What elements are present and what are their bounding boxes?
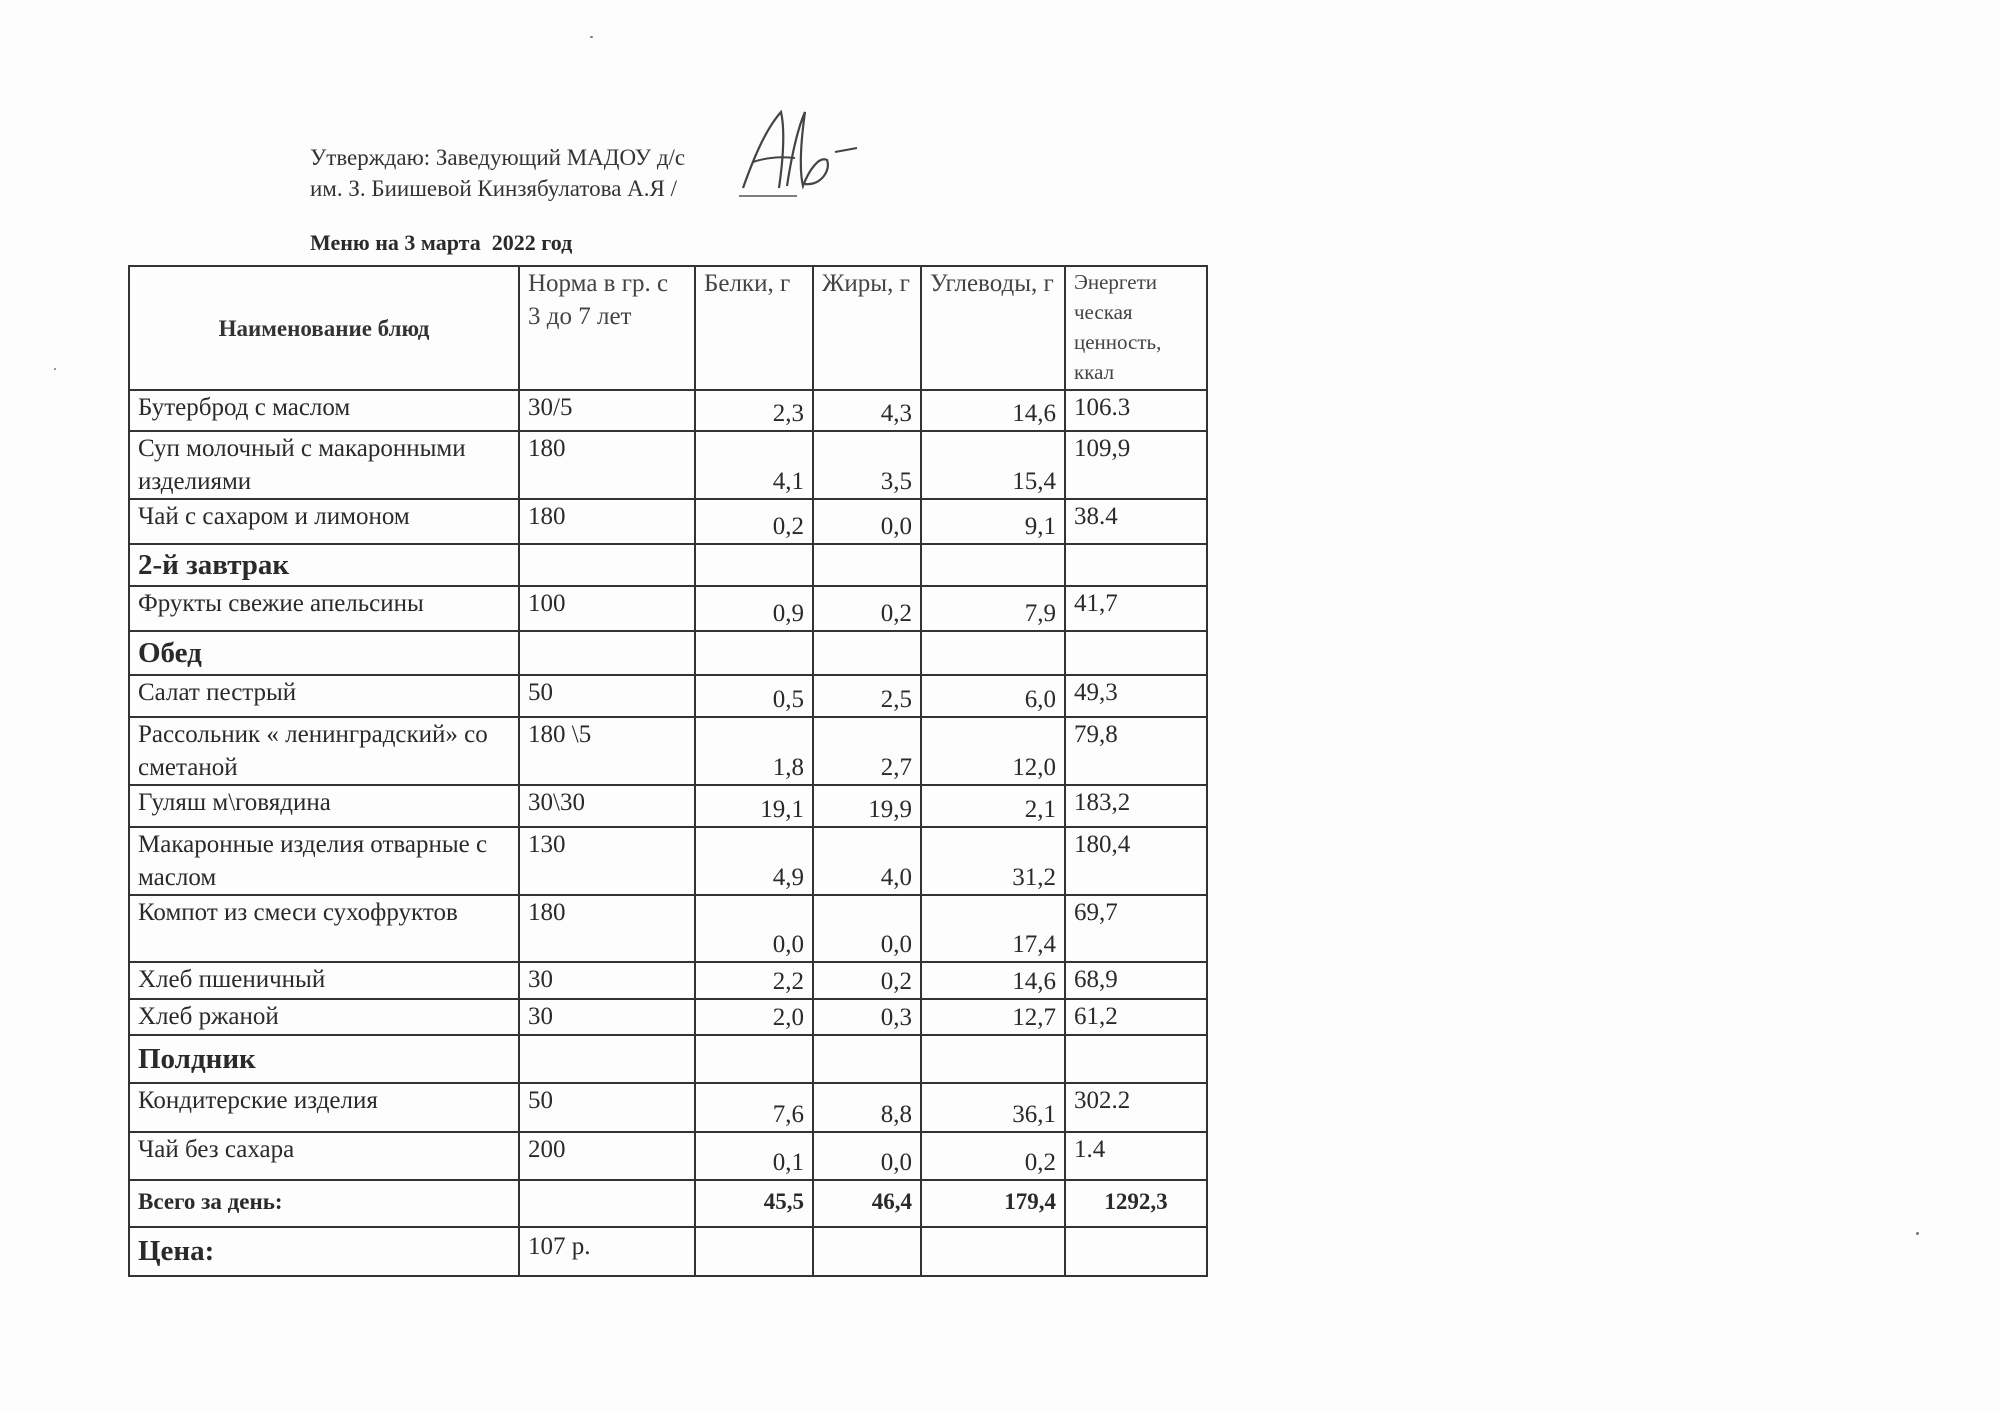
dish-name: Макаронные изделия отварные с маслом	[129, 827, 519, 895]
fat-value: 0,0	[813, 1132, 921, 1180]
norm-value: 180	[519, 499, 695, 544]
fat-value: 0,0	[813, 499, 921, 544]
protein-value: 2,2	[695, 962, 813, 999]
carbs-value: 15,4	[921, 431, 1065, 499]
price-label: Цена:	[129, 1227, 519, 1276]
carbs-value: 6,0	[921, 675, 1065, 717]
table-row	[129, 827, 1207, 895]
protein-value: 0,9	[695, 586, 813, 631]
price-empty-cell	[813, 1227, 921, 1276]
table-row	[129, 586, 1207, 631]
fat-value: 0,3	[813, 999, 921, 1035]
fat-value: 4,3	[813, 390, 921, 431]
protein-value: 4,1	[695, 431, 813, 499]
empty-cell	[519, 544, 695, 586]
approval-line-1: Утверждаю: Заведующий МАДОУ д/с	[310, 145, 686, 170]
empty-cell	[1065, 544, 1207, 586]
energy-value: 38.4	[1065, 499, 1207, 544]
energy-value: 79,8	[1065, 717, 1207, 785]
table-row	[129, 1132, 1207, 1180]
dish-name: Салат пестрый	[129, 675, 519, 717]
carbs-value: 9,1	[921, 499, 1065, 544]
energy-value: 69,7	[1065, 895, 1207, 962]
protein-value: 0,2	[695, 499, 813, 544]
carbs-value: 14,6	[921, 962, 1065, 999]
protein-value: 7,6	[695, 1083, 813, 1132]
protein-value: 2,0	[695, 999, 813, 1035]
table-row	[129, 675, 1207, 717]
norm-value: 180 \5	[519, 717, 695, 785]
header-carbs: Углеводы, г	[921, 266, 1065, 390]
table-row	[129, 785, 1207, 827]
dish-name: Суп молочный с макаронными изделиями	[129, 431, 519, 499]
fat-value: 2,5	[813, 675, 921, 717]
protein-value: 2,3	[695, 390, 813, 431]
norm-value: 50	[519, 675, 695, 717]
menu-body	[129, 390, 1207, 1180]
energy-value: 61,2	[1065, 999, 1207, 1035]
norm-value: 30	[519, 999, 695, 1035]
energy-value: 49,3	[1065, 675, 1207, 717]
dish-name: Рассольник « ленинградский» со сметаной	[129, 717, 519, 785]
fat-value: 0,2	[813, 586, 921, 631]
table-row	[129, 962, 1207, 999]
empty-cell	[921, 631, 1065, 675]
empty-cell	[813, 631, 921, 675]
norm-value: 180	[519, 895, 695, 962]
header-energy: Энергети ческая ценность, ккал	[1065, 266, 1207, 390]
carbs-value: 12,0	[921, 717, 1065, 785]
section-row	[129, 1035, 1207, 1083]
table-row	[129, 999, 1207, 1035]
section-title: 2-й завтрак	[129, 544, 519, 586]
fat-value: 0,2	[813, 962, 921, 999]
empty-cell	[519, 631, 695, 675]
energy-value: 109,9	[1065, 431, 1207, 499]
scan-speck	[1916, 1232, 1919, 1235]
energy-value: 183,2	[1065, 785, 1207, 827]
norm-value: 30/5	[519, 390, 695, 431]
energy-value: 106.3	[1065, 390, 1207, 431]
fat-value: 8,8	[813, 1083, 921, 1132]
price-row	[129, 1227, 1207, 1276]
empty-cell	[519, 1035, 695, 1083]
header-fat: Жиры, г	[813, 266, 921, 390]
protein-value: 0,5	[695, 675, 813, 717]
norm-value: 30	[519, 962, 695, 999]
header-protein: Белки, г	[695, 266, 813, 390]
price-empty-cell	[921, 1227, 1065, 1276]
section-row	[129, 544, 1207, 586]
protein-value: 0,0	[695, 895, 813, 962]
table-row	[129, 390, 1207, 431]
fat-value: 3,5	[813, 431, 921, 499]
carbs-value: 2,1	[921, 785, 1065, 827]
dish-name: Компот из смеси сухофруктов	[129, 895, 519, 962]
protein-value: 1,8	[695, 717, 813, 785]
carbs-value: 7,9	[921, 586, 1065, 631]
header-dish-name: Наименование блюд	[129, 266, 519, 390]
energy-value: 68,9	[1065, 962, 1207, 999]
protein-value: 0,1	[695, 1132, 813, 1180]
dish-name: Хлеб ржаной	[129, 999, 519, 1035]
empty-cell	[813, 1035, 921, 1083]
dish-name: Гуляш м\говядина	[129, 785, 519, 827]
energy-value: 302.2	[1065, 1083, 1207, 1132]
price-empty-cell	[695, 1227, 813, 1276]
energy-value: 1.4	[1065, 1132, 1207, 1180]
fat-value: 2,7	[813, 717, 921, 785]
carbs-value: 14,6	[921, 390, 1065, 431]
fat-value: 0,0	[813, 895, 921, 962]
approval-block	[310, 142, 685, 204]
norm-value: 130	[519, 827, 695, 895]
table-row	[129, 717, 1207, 785]
carbs-value: 31,2	[921, 827, 1065, 895]
table-row	[129, 499, 1207, 544]
empty-cell	[695, 544, 813, 586]
section-title: Полдник	[129, 1035, 519, 1083]
fat-value: 4,0	[813, 827, 921, 895]
dish-name: Чай с сахаром и лимоном	[129, 499, 519, 544]
total-label: Всего за день:	[129, 1180, 519, 1227]
total-norm	[519, 1180, 695, 1227]
protein-value: 4,9	[695, 827, 813, 895]
carbs-value: 36,1	[921, 1083, 1065, 1132]
table-row	[129, 431, 1207, 499]
price-empty-cell	[1065, 1227, 1207, 1276]
table-row	[129, 895, 1207, 962]
page-title: Меню на 3 марта 2022 год	[310, 230, 573, 255]
price-value: 107 р.	[519, 1227, 695, 1276]
norm-value: 50	[519, 1083, 695, 1132]
total-energy: 1292,3	[1065, 1180, 1207, 1227]
norm-value: 30\30	[519, 785, 695, 827]
section-row	[129, 631, 1207, 675]
total-fat: 46,4	[813, 1180, 921, 1227]
norm-value: 180	[519, 431, 695, 499]
norm-value: 100	[519, 586, 695, 631]
empty-cell	[921, 1035, 1065, 1083]
dish-name: Хлеб пшеничный	[129, 962, 519, 999]
total-protein: 45,5	[695, 1180, 813, 1227]
norm-value: 200	[519, 1132, 695, 1180]
empty-cell	[695, 631, 813, 675]
dish-name: Кондитерские изделия	[129, 1083, 519, 1132]
scan-speck	[54, 368, 56, 370]
section-title: Обед	[129, 631, 519, 675]
header-row	[129, 266, 1207, 390]
empty-cell	[1065, 631, 1207, 675]
empty-cell	[1065, 1035, 1207, 1083]
dish-name: Бутерброд с маслом	[129, 390, 519, 431]
carbs-value: 17,4	[921, 895, 1065, 962]
empty-cell	[695, 1035, 813, 1083]
table-row	[129, 1083, 1207, 1132]
dish-name: Фрукты свежие апельсины	[129, 586, 519, 631]
scan-speck	[590, 36, 593, 38]
total-carbs: 179,4	[921, 1180, 1065, 1227]
signature-image	[735, 100, 875, 205]
protein-value: 19,1	[695, 785, 813, 827]
carbs-value: 0,2	[921, 1132, 1065, 1180]
empty-cell	[921, 544, 1065, 586]
dish-name: Чай без сахара	[129, 1132, 519, 1180]
energy-value: 180,4	[1065, 827, 1207, 895]
carbs-value: 12,7	[921, 999, 1065, 1035]
empty-cell	[813, 544, 921, 586]
fat-value: 19,9	[813, 785, 921, 827]
energy-value: 41,7	[1065, 586, 1207, 631]
menu-table	[128, 265, 1208, 1277]
total-row	[129, 1180, 1207, 1227]
approval-line-2: им. З. Биишевой Кинзябулатова А.Я /	[310, 176, 678, 201]
header-norm: Норма в гр. с 3 до 7 лет	[519, 266, 695, 390]
